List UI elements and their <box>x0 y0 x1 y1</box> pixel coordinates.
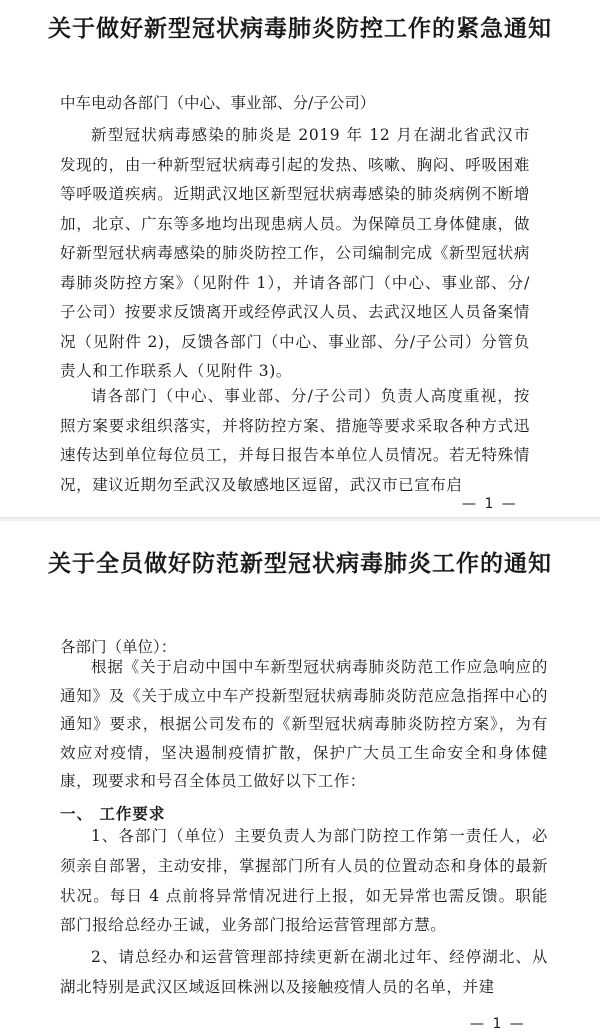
notice-2-paragraph-1: 根据《关于启动中国中车新型冠状病毒肺炎防范工作应急响应的通知》及《关于成立中车产投新型冠状病毒肺炎防范应急指挥中心的通知》要求，根据公司发布的《新型冠状病毒肺炎防控方案》，为有效应对疫情，坚决遏制疫情扩散，保护广大员工生命安全和身体健康，现要求和号召全体员工做好以下工作： <box>60 658 548 791</box>
notice-2-item-1: 1、各部门（单位）主要负责人为部门防控工作第一责任人，必须亲自部署，主动安排，掌握部门所有人员的位置动态和身体的最新状况。每日 4 点前将异常情况进行上报，如无异常也需反馈。职能部门报给总经办王诚，业务部门报给运营管理部方慧。 <box>60 827 548 935</box>
notice-1-addressee: 中车电动各部门（中心、事业部、分/子公司） <box>60 94 376 112</box>
notice-1-title: 关于做好新型冠状病毒肺炎防控工作的紧急通知 <box>48 16 552 42</box>
notice-2-addressee: 各部门（单位）： <box>60 638 177 656</box>
notice-1-paragraph-1: 新型冠状病毒感染的肺炎是 2019 年 12 月在湖北省武汉市发现的，由一种新型冠状病毒引起的发热、咳嗽、胸闷、呼吸困难等呼吸道疾病。近期武汉地区新型冠状病毒感染的肺炎病例不断增加，北京、广东等多地均出现患病人员。为保障员工身体健康，做好新型冠状病毒感染的肺炎防控工作，公司编制完成《新型冠状病毒肺炎防控方案》（见附件 1），并请各部门（中心、事业部、分/子公司）按要求反馈离开或经停武汉人员、去武汉地区人员备案情况（见附件 2)，反馈各部门（中心、事业部、分/子公司）分管负责人和工作联系人（见附件 3)。 <box>60 126 530 380</box>
notice-2-item-2: 2、请总经办和运营管理部持续更新在湖北过年、经停湖北、从湖北特别是武汉区域返回株洲以及接触疫情人员的名单，并建 <box>60 948 548 996</box>
notice-2-page-number: — 1 — <box>470 1016 526 1032</box>
notice-1-paragraph-2: 请各部门（中心、事业部、分/子公司）负责人高度重视，按照方案要求组织落实，并将防控方案、措施等要求采取各种方式迅速传达到单位每位员工，并每日报告本单位人员情况。若无特殊情况，建议近期勿至武汉及敏感地区逗留，武汉市已宣布启 <box>60 387 530 494</box>
notice-2-title: 关于全员做好防范新型冠状病毒肺炎工作的通知 <box>48 551 552 577</box>
notice-2-section-heading: 一、 工作要求 <box>60 805 166 823</box>
notice-1-page-number: — 1 — <box>462 496 518 512</box>
